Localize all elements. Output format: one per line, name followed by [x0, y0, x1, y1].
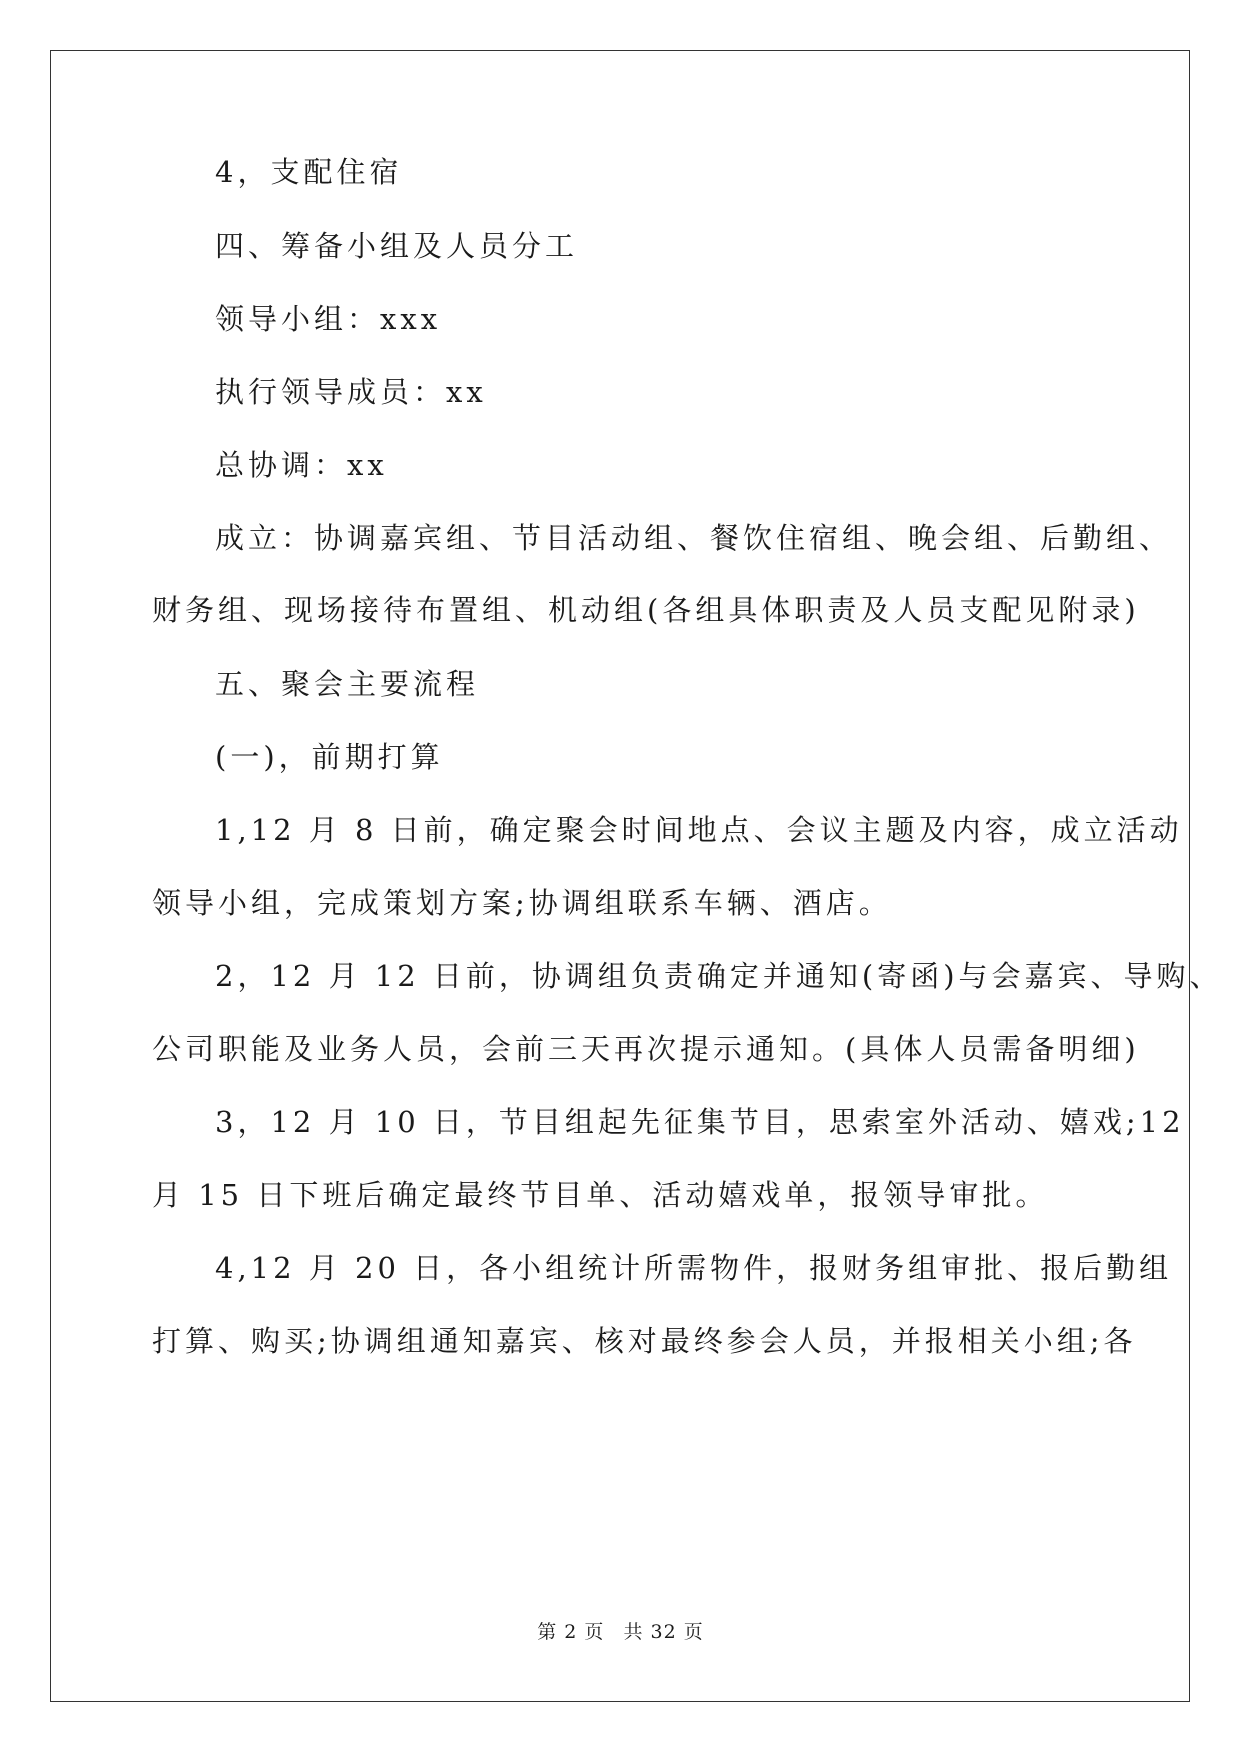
text-line: 2，12 月 12 日前，协调组负责确定并通知(寄函)与会嘉宾、导购、 — [215, 959, 1223, 993]
page-number-current: 第 2 页 — [537, 1621, 605, 1643]
text-line: 4，支配住宿 — [215, 155, 403, 189]
section-heading: 五、聚会主要流程 — [215, 667, 480, 701]
text-line: 公司职能及业务人员，会前三天再次提示通知。(具体人员需备明细) — [152, 1032, 1140, 1066]
text-line: 打算、购买;协调组通知嘉宾、核对最终参会人员，并报相关小组;各 — [152, 1324, 1137, 1358]
page-border — [50, 50, 1190, 1702]
text-line: 领导小组，完成策划方案;协调组联系车辆、酒店。 — [152, 886, 892, 920]
text-line: 3，12 月 10 日，节目组起先征集节目，思索室外活动、嬉戏;12 — [215, 1105, 1185, 1139]
text-line: 1,12 月 8 日前，确定聚会时间地点、会议主题及内容，成立活动 — [215, 813, 1183, 847]
text-line: 总协调：xx — [215, 448, 388, 482]
text-line: 4,12 月 20 日，各小组统计所需物件，报财务组审批、报后勤组 — [215, 1251, 1173, 1285]
section-heading: 四、筹备小组及人员分工 — [215, 229, 579, 263]
page-number-total: 共 32 页 — [623, 1621, 704, 1643]
text-line: 财务组、现场接待布置组、机动组(各组具体职责及人员支配见附录) — [152, 593, 1140, 627]
text-line: 月 15 日下班后确定最终节目单、活动嬉戏单，报领导审批。 — [152, 1178, 1049, 1212]
text-line: 成立：协调嘉宾组、节目活动组、餐饮住宿组、晚会组、后勤组、 — [215, 521, 1173, 555]
subsection-heading: (一)，前期打算 — [215, 740, 444, 774]
text-line: 领导小组：xxx — [215, 302, 442, 336]
page-footer — [0, 1620, 1241, 1644]
text-line: 执行领导成员：xx — [215, 375, 487, 409]
